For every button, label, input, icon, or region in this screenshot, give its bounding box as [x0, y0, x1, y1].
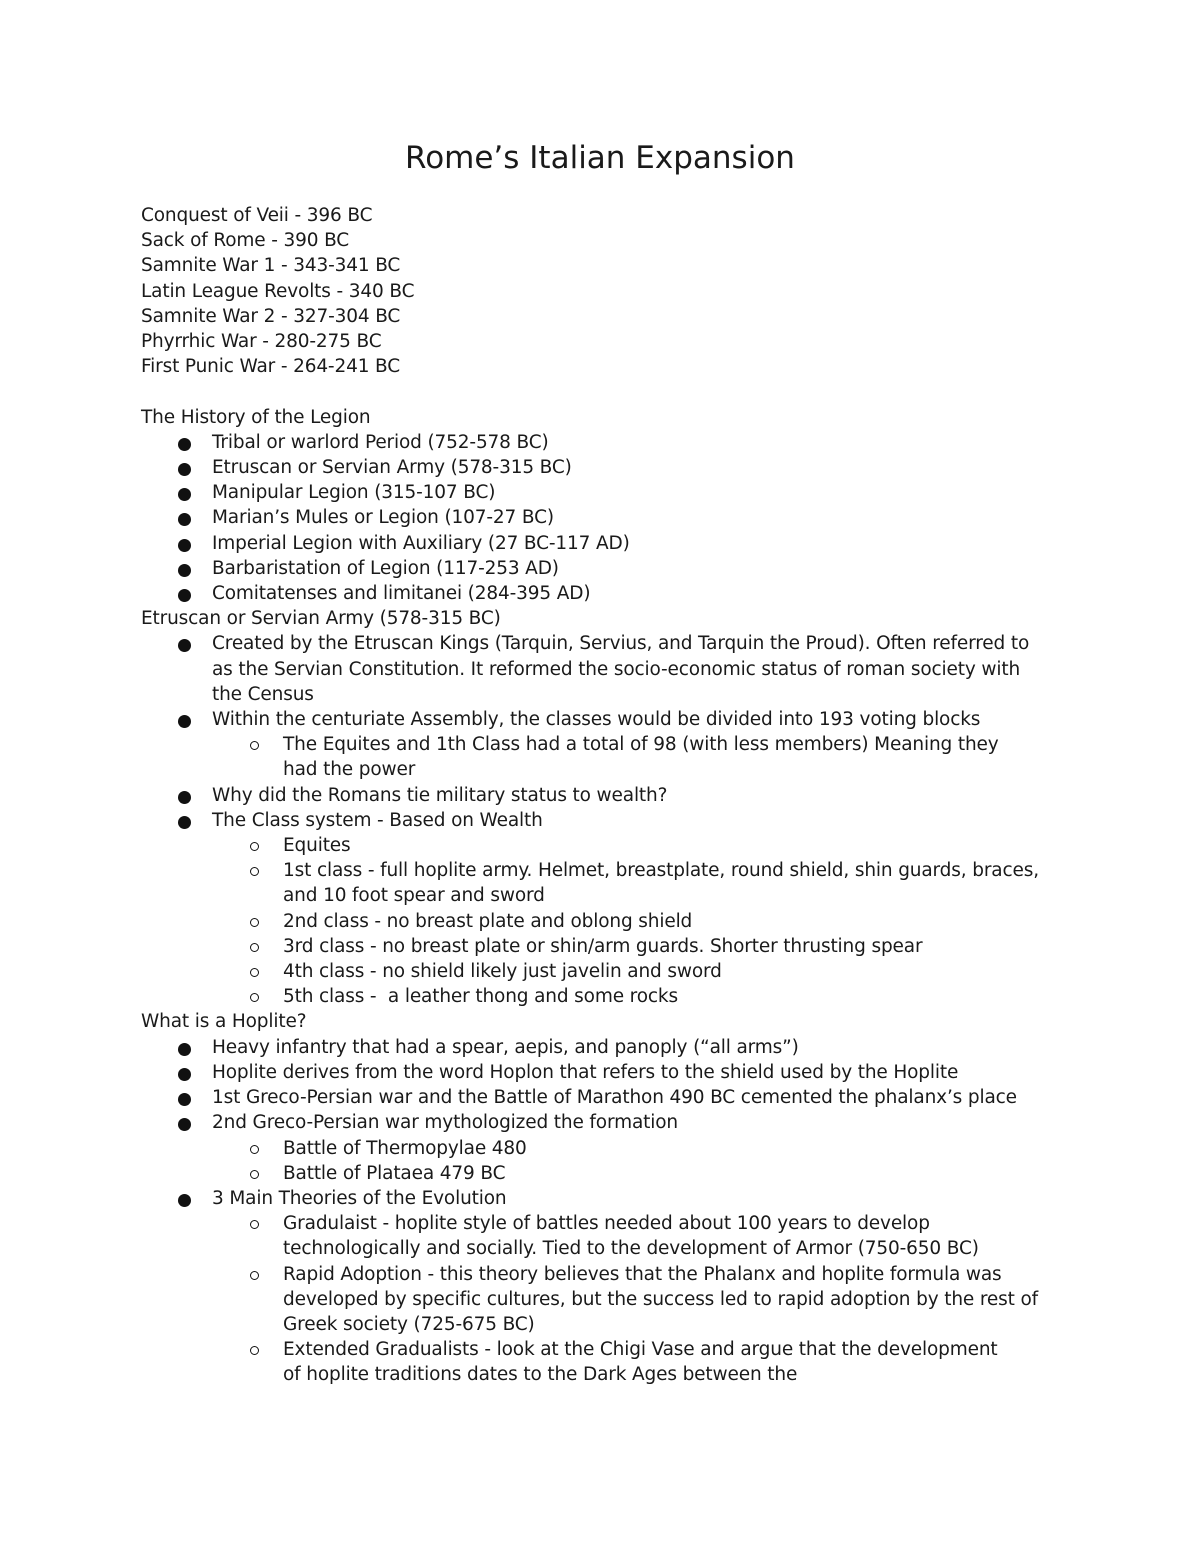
list-item: Marian’s Mules or Legion (107-27 BC)	[141, 505, 1101, 530]
sub-list-item-text: Extended Gradualists - look at the Chigi Vase and argue that the development of hoplite traditions dates to the Dark Ages between the	[283, 1339, 998, 1386]
list-item: Imperial Legion with Auxiliary (27 BC-117 AD)	[141, 531, 1101, 556]
timeline-entry: Phyrrhic War - 280-275 BC	[141, 331, 382, 353]
list-item: Manipular Legion (315-107 BC)	[141, 480, 1101, 505]
timeline-entry: Latin League Revolts - 340 BC	[141, 280, 415, 302]
timeline-entry: Samnite War 1 - 343-341 BC	[141, 255, 401, 277]
sub-list-item-text: Rapid Adoption - this theory believes that the Phalanx and hoplite formula was developed by specific cultures, but the success led to rapid adoption by the rest of Greek society (725-675 BC)	[283, 1263, 1039, 1335]
spacer	[141, 379, 1101, 404]
section-heading-servian-army: Etruscan or Servian Army (578-315 BC)	[141, 608, 501, 630]
list-item-text: Within the centuriate Assembly, the classes would be divided into 193 voting blocks	[212, 709, 981, 731]
sub-list-item: 5th class - a leather thong and some rocks	[141, 984, 1101, 1009]
sub-list-item: Battle of Plataea 479 BC	[141, 1161, 1101, 1186]
sub-list-item: 3rd class - no breast plate or shin/arm guards. Shorter thrusting spear	[141, 934, 1101, 959]
sub-list-item	[141, 732, 1101, 782]
legion-history-list	[141, 430, 1101, 606]
list-item: 2nd Greco-Persian war mythologized the formation	[141, 1110, 1101, 1135]
list-item: The Class system - Based on Wealth	[141, 808, 1101, 833]
list-item: 3 Main Theories of the Evolution	[141, 1186, 1101, 1211]
list-item: Heavy infantry that had a spear, aepis, and panoply (“all arms”)	[141, 1035, 1101, 1060]
list-item: Why did the Romans tie military status to wealth?	[141, 783, 1101, 808]
sub-list-item	[141, 858, 1101, 908]
page-title: Rome’s Italian Expansion	[405, 140, 795, 176]
sub-list-item: 4th class - no shield likely just javelin and sword	[141, 959, 1101, 984]
notes-body	[141, 203, 1101, 1388]
sub-list-item: Battle of Thermopylae 480	[141, 1136, 1101, 1161]
hoplite-list	[141, 1035, 1101, 1388]
section-heading-legion-history: The History of the Legion	[141, 406, 371, 428]
servian-army-list	[141, 631, 1101, 1009]
list-item: Barbaristation of Legion (117-253 AD)	[141, 556, 1101, 581]
timeline-entry: Samnite War 2 - 327-304 BC	[141, 305, 401, 327]
timeline-entry: Conquest of Veii - 396 BC	[141, 205, 373, 226]
sub-list-item: 2nd class - no breast plate and oblong shield	[141, 909, 1101, 934]
list-item: Created by the Etruscan Kings (Tarquin, Servius, and Tarquin the Proud). Often referred to as the Servian Constitution. It reformed the socio-economic status of roman society with the Census	[141, 631, 1101, 707]
sub-list-item-text: Gradulaist - hoplite style of battles needed about 100 years to develop technologically and socially. Tied to the development of Armor (750-650 BC)	[283, 1213, 979, 1260]
timeline-list	[141, 203, 1101, 379]
list-item: Hoplite derives from the word Hoplon that refers to the shield used by the Hoplite	[141, 1060, 1101, 1085]
sub-list-item	[141, 1337, 1101, 1387]
list-item: Tribal or warlord Period (752-578 BC)	[141, 430, 1101, 455]
sub-list-item-text: The Equites and 1th Class had a total of 98 (with less members) Meaning they had the power	[283, 734, 999, 781]
sub-list-item	[141, 1262, 1101, 1338]
sub-list-item	[141, 1211, 1101, 1261]
list-item: Etruscan or Servian Army (578-315 BC)	[141, 455, 1101, 480]
sub-list-item: Equites	[141, 833, 1101, 858]
section-heading-hoplite: What is a Hoplite?	[141, 1011, 307, 1033]
list-item	[141, 707, 1101, 732]
timeline-entry: First Punic War - 264-241 BC	[141, 356, 401, 378]
list-item-text: 1st Greco-Persian war and the Battle of Marathon 490 BC cemented the phalanx’s place	[212, 1087, 1017, 1109]
list-item: Comitatenses and limitanei (284-395 AD)	[141, 581, 1101, 606]
timeline-entry: Sack of Rome - 390 BC	[141, 230, 350, 252]
sub-list-item-text: 1st class - full hoplite army. Helmet, breastplate, round shield, shin guards, braces, and 10 foot spear and sword	[283, 860, 1039, 907]
list-item	[141, 1085, 1101, 1110]
